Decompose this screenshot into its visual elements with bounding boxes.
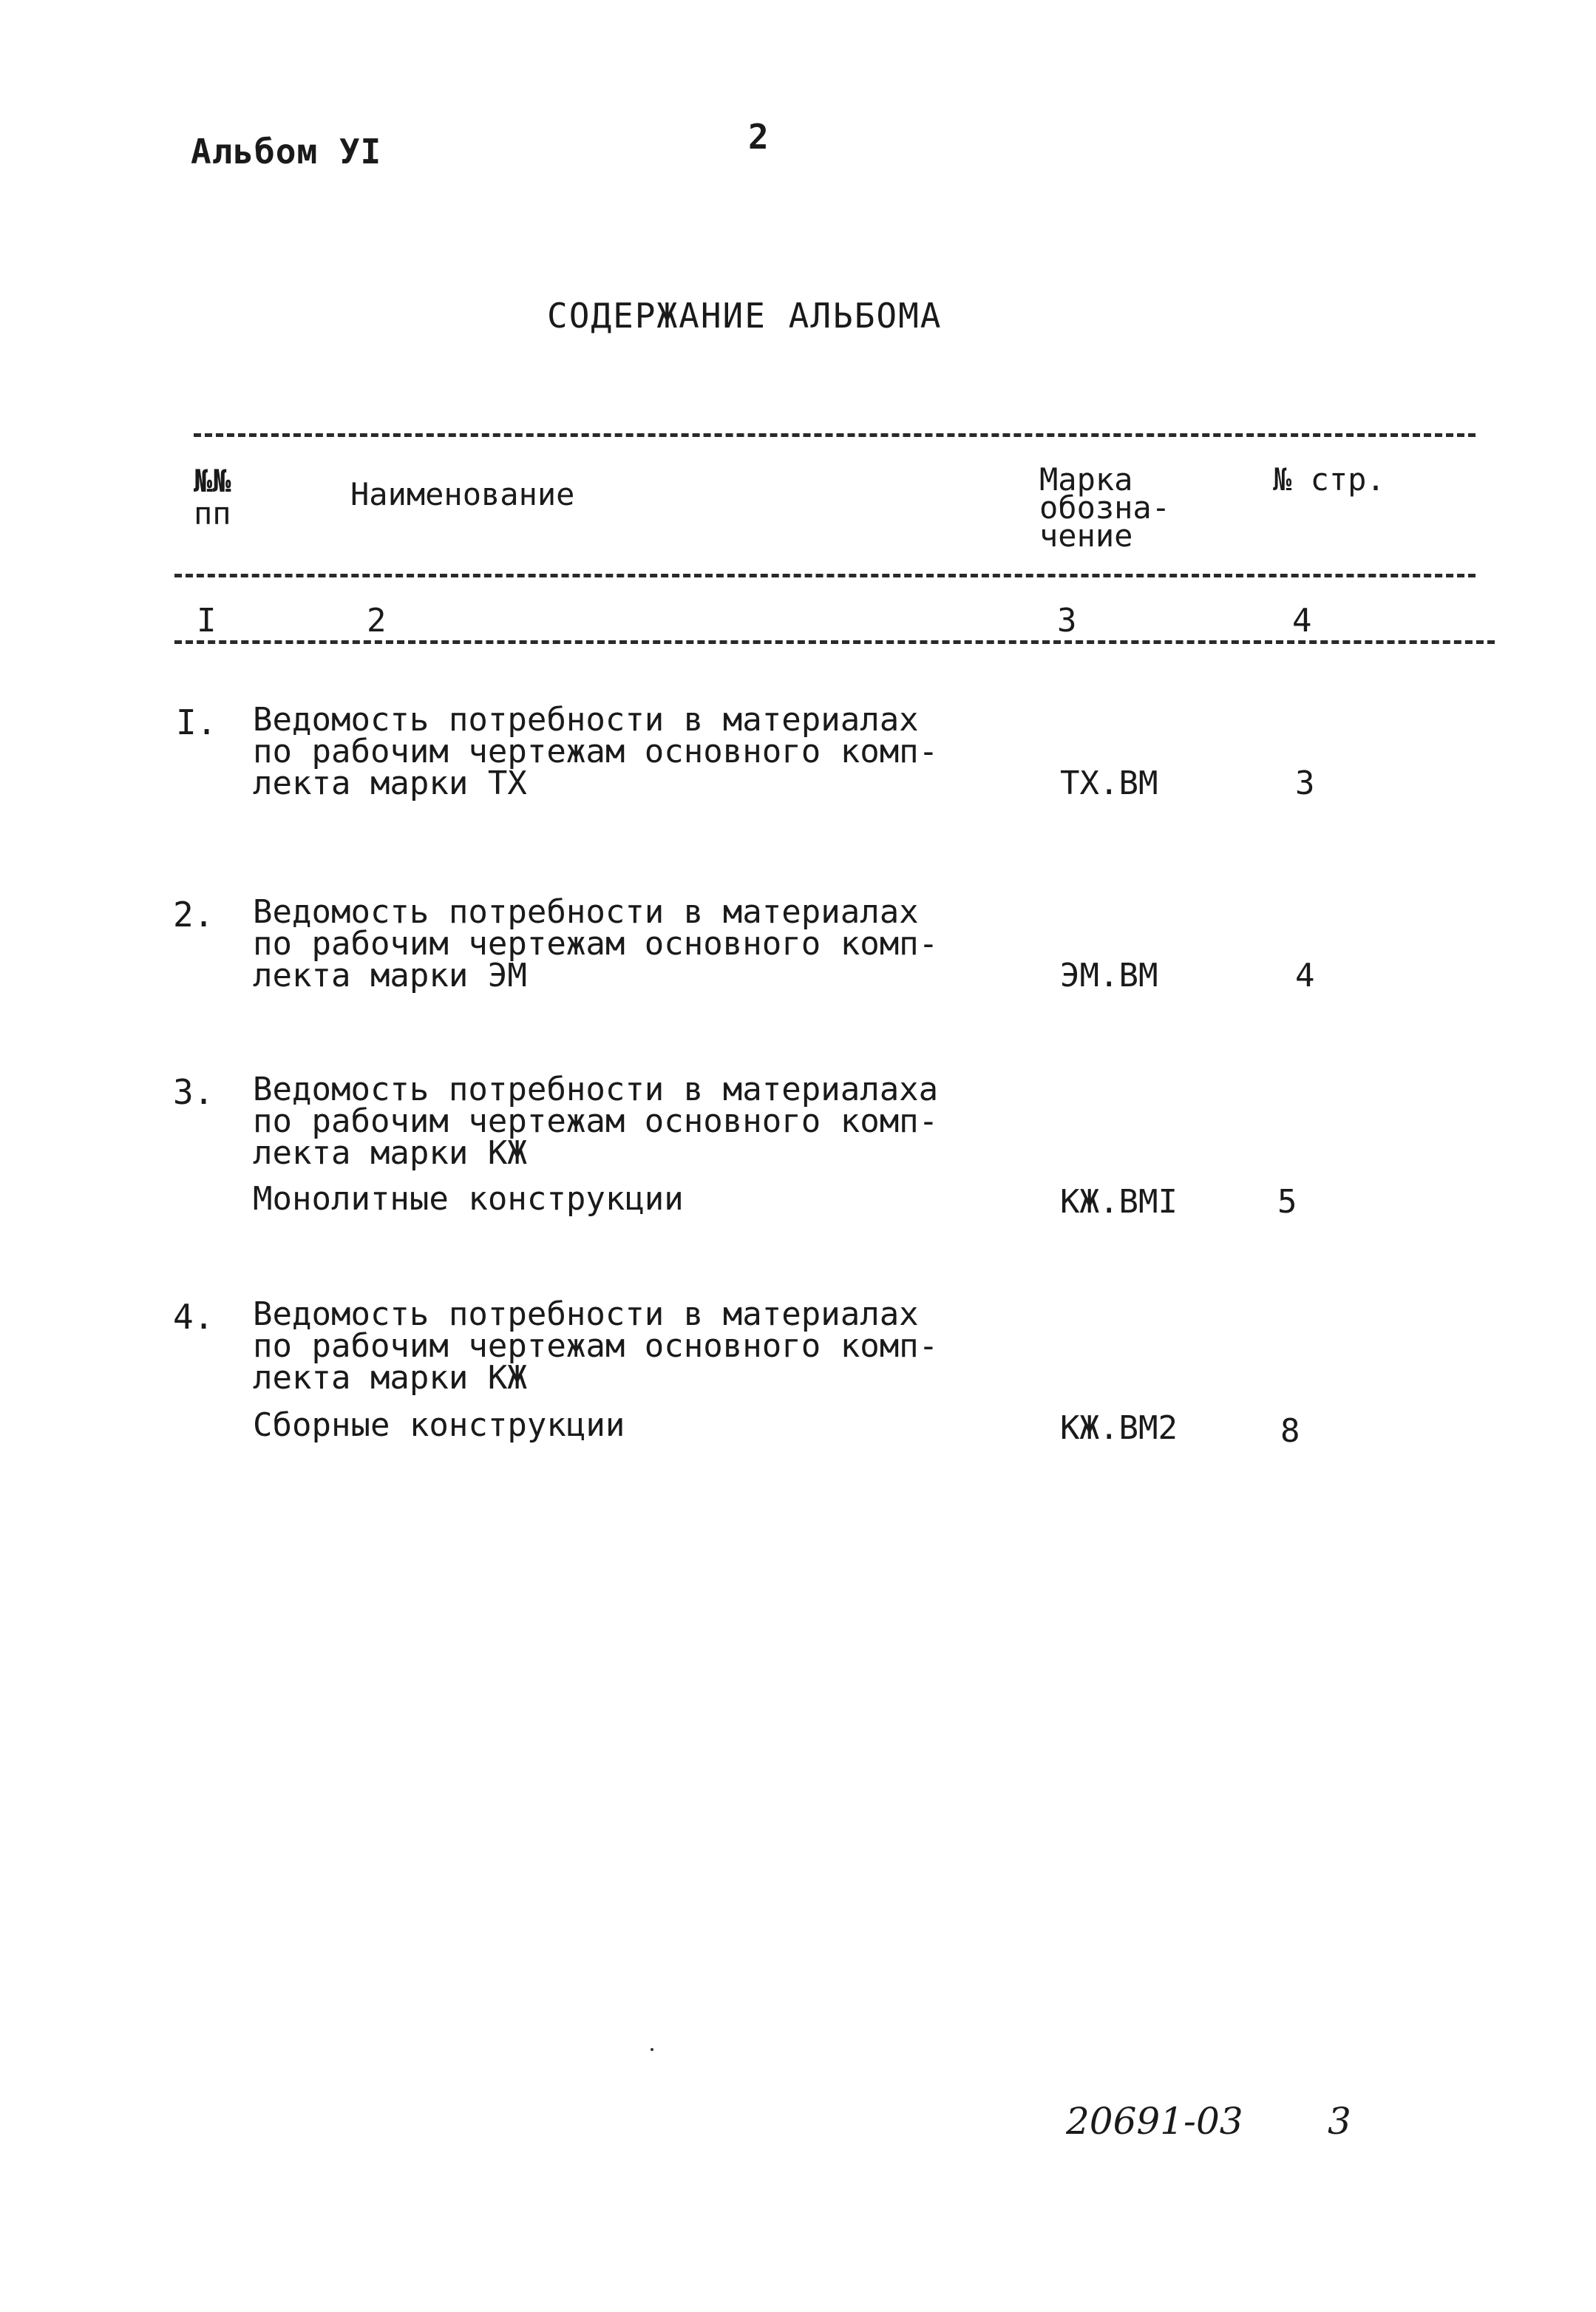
row-4-page: 8: [1280, 1412, 1300, 1450]
header-name: Наименование: [350, 476, 575, 512]
page-number: 2: [748, 117, 769, 157]
header-code-line1: Марка: [1039, 461, 1133, 498]
row-1-number: I.: [176, 702, 217, 742]
row-4-description: Ведомость потребности в материалах по рабочим чертежам основного комп- лекта марки КЖ: [253, 1295, 939, 1397]
column-number-2: 2: [367, 602, 387, 640]
header-code-line3: чение: [1039, 518, 1133, 554]
table-top-rule: [194, 433, 1476, 437]
row-1-description: Ведомость потребности в материалах по рабочим чертежам основного комп- лекта марки ТХ: [253, 701, 939, 802]
footer-sheet-number: 3: [1328, 2100, 1351, 2143]
header-bottom-rule: [174, 574, 1476, 577]
row-3-code: КЖ.ВМI: [1060, 1183, 1178, 1221]
row-1-code: ТХ.ВМ: [1060, 765, 1158, 802]
album-label: Альбом УI: [191, 132, 382, 172]
row-4-code: КЖ.ВМ2: [1060, 1409, 1178, 1447]
row-2-code: ЭМ.ВМ: [1060, 957, 1158, 994]
row-1-page: 3: [1295, 765, 1315, 802]
column-numbers-rule: [174, 640, 1495, 644]
row-3-subtitle: Монолитные конструкции: [253, 1180, 684, 1218]
scan-speck: [651, 2048, 653, 2051]
row-3-description: Ведомость потребности в материалаха по рабочим чертежам основного комп- лекта марки КЖ: [253, 1071, 939, 1172]
column-number-4: 4: [1292, 602, 1312, 640]
header-num-line1: №№: [194, 463, 231, 499]
header-num-line2: пп: [194, 495, 231, 532]
document-title: СОДЕРЖАНИЕ АЛЬБОМА: [547, 296, 943, 336]
row-2-description: Ведомость потребности в материалах по рабочим чертежам основного комп- лекта марки ЭМ: [253, 893, 939, 994]
row-2-page: 4: [1295, 957, 1315, 994]
column-number-1: I: [197, 602, 217, 640]
row-4-number: 4.: [173, 1297, 214, 1337]
footer-document-number: 20691-03: [1066, 2100, 1243, 2143]
column-number-3: 3: [1057, 602, 1077, 640]
header-code-line2: обозна-: [1039, 489, 1171, 526]
row-4-subtitle: Сборные конструкции: [253, 1406, 625, 1444]
row-2-number: 2.: [173, 895, 214, 935]
header-page: № стр.: [1273, 461, 1385, 498]
row-3-page: 5: [1277, 1183, 1297, 1221]
row-3-number: 3.: [173, 1072, 214, 1112]
